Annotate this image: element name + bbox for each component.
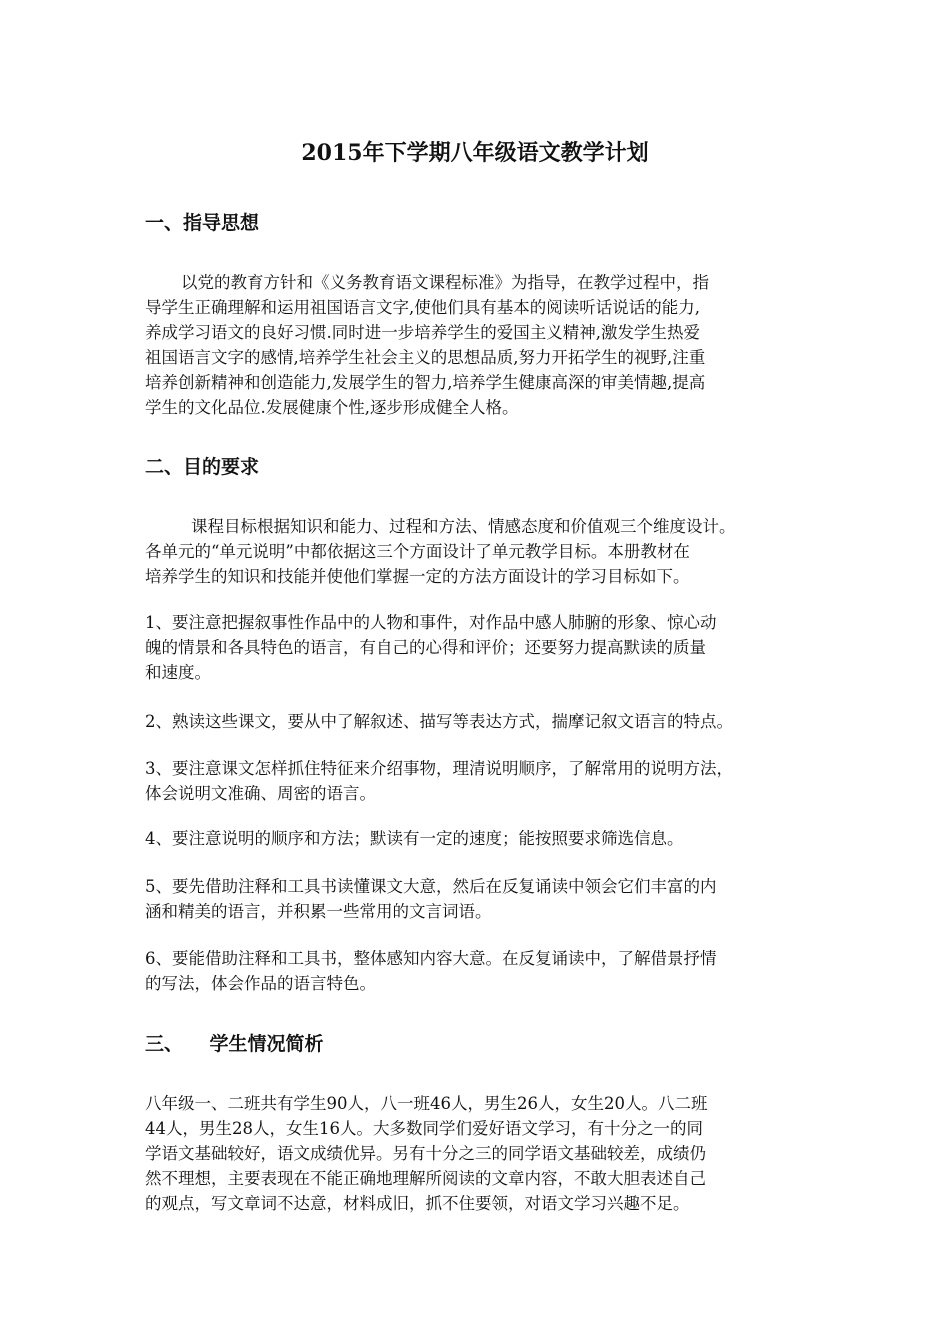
text-line: 八年级一、二班共有学生90人，八一班46人，男生26人，女生20人。八二班 (145, 1094, 708, 1113)
text-line: 祖国语言文字的感情,培养学生社会主义的思想品质,努力开拓学生的视野,注重 (145, 348, 706, 367)
text-line: 体会说明文准确、周密的语言。 (145, 784, 376, 803)
text-line: 魄的情景和各具特色的语言，有自己的心得和评价；还要努力提高默读的质量 (145, 638, 706, 657)
text-line: 导学生正确理解和运用祖国语言文字,使他们具有基本的阅读听话说话的能力, (145, 298, 700, 317)
text-line: 1、要注意把握叙事性作品中的人物和事件，对作品中感人肺腑的形象、惊心动 (145, 613, 717, 632)
section-heading-student-analysis: 三、 学生情况简析 (145, 1033, 324, 1055)
text-line: 2、熟读这些课文，要从中了解叙述、描写等表达方式，揣摩记叙文语言的特点。 (145, 712, 733, 731)
page-title: 2015年下学期八年级语文教学计划 (301, 140, 649, 166)
text-line: 各单元的“单元说明”中都依据这三个方面设计了单元教学目标。本册教材在 (145, 542, 690, 561)
objective-item-5 (145, 874, 825, 924)
text-line: 然不理想，主要表现在不能正确地理解所阅读的文章内容，不敢大胆表述自己 (145, 1169, 706, 1188)
text-line: 6、要能借助注释和工具书，整体感知内容大意。在反复诵读中，了解借景抒情 (145, 949, 717, 968)
text-line: 和速度。 (145, 663, 211, 682)
paragraph-objectives-intro (145, 514, 825, 589)
text-line: 4、要注意说明的顺序和方法；默读有一定的速度；能按照要求筛选信息。 (145, 829, 684, 848)
text-line: 5、要先借助注释和工具书读懂课文大意，然后在反复诵读中领会它们丰富的内 (145, 877, 717, 896)
text-line: 的写法，体会作品的语言特色。 (145, 974, 376, 993)
text-line: 3、要注意课文怎样抓住特征来介绍事物，理清说明顺序，了解常用的说明方法， (145, 759, 733, 778)
objective-item-6 (145, 946, 825, 996)
text-line: 44人，男生28人，女生16人。大多数同学们爱好语文学习，有十分之一的同 (145, 1119, 703, 1138)
text-line: 培养学生的知识和技能并使他们掌握一定的方法方面设计的学习目标如下。 (145, 567, 690, 586)
text-line: 学生的文化品位.发展健康个性,逐步形成健全人格。 (145, 398, 519, 417)
paragraph-guiding-thought (145, 270, 825, 420)
objective-item-1 (145, 610, 825, 685)
section-heading-objectives: 二、目的要求 (145, 456, 260, 478)
text-line: 课程目标根据知识和能力、过程和方法、情感态度和价值观三个维度设计。 (191, 517, 736, 536)
text-line: 涵和精美的语言，并积累一些常用的文言词语。 (145, 902, 492, 921)
text-line: 的观点，写文章词不达意，材料成旧，抓不住要领，对语文学习兴趣不足。 (145, 1194, 690, 1213)
text-line: 培养创新精神和创造能力,发展学生的智力,培养学生健康高深的审美情趣,提高 (145, 373, 706, 392)
paragraph-student-analysis (145, 1091, 825, 1216)
text-line: 养成学习语文的良好习惯.同时进一步培养学生的爱国主义精神,激发学生热爱 (145, 323, 700, 342)
objective-item-3 (145, 756, 825, 806)
objective-item-4 (145, 826, 825, 851)
text-line: 学语文基础较好，语文成绩优异。另有十分之三的同学语文基础较差，成绩仍 (145, 1144, 706, 1163)
objective-item-2 (145, 709, 825, 734)
section-heading-guiding-thought: 一、指导思想 (145, 212, 260, 234)
text-line: 以党的教育方针和《义务教育语文课程标准》为指导，在教学过程中，指 (181, 273, 709, 292)
